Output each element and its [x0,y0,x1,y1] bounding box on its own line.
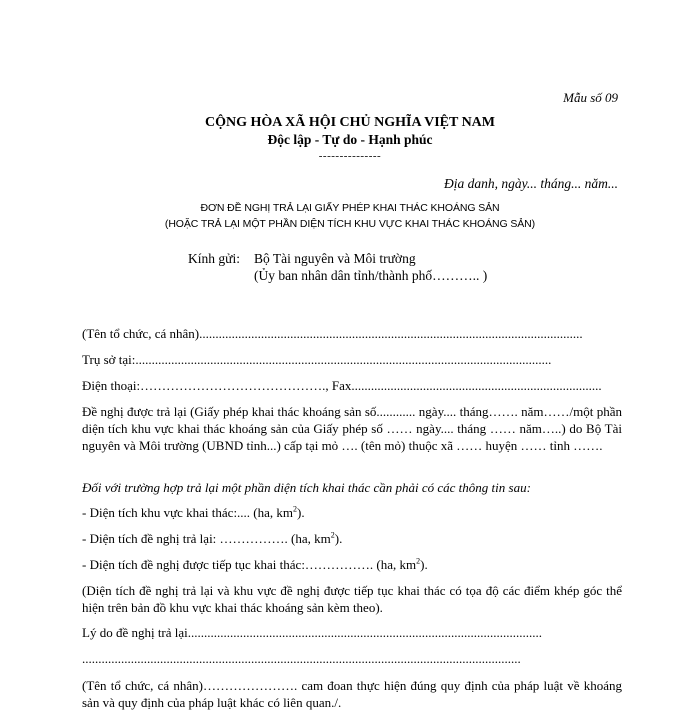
org-name-line: (Tên tổ chức, cá nhân)...................................................................................................................... [82,326,583,341]
coordinate-note: (Diện tích đề nghị trả lại và khu vực đề nghị được tiếp tục khai thác có tọa độ các điểm khép góc thể hiện trên bản đồ khu vực khai thác khoáng sản kèm theo). [82,583,622,615]
area-total-text: - Diện tích khu vực khai thác:.... (ha, km [82,505,294,520]
area-return-text: - Diện tích đề nghị trả lại: ……………. (ha, km [82,531,331,546]
recipient-provincial-committee: (Ủy ban nhân dân tỉnh/thành phố……….. ) [254,268,488,283]
national-motto: Độc lập - Tự do - Hạnh phúc [267,132,433,147]
area-total-line [82,505,305,521]
partial-return-note: Đối với trường hợp trả lại một phần diện tích khai thác cần phải có các thông tin sau: [82,480,531,495]
area-continue-text: - Diện tích đề nghị được tiếp tục khai thác:……………. (ha, km [82,557,417,572]
area-continue-suffix: ). [420,557,428,572]
area-total-superscript: 2 [293,504,298,514]
area-total-suffix: ). [297,505,305,520]
header-divider: --------------- [318,150,382,162]
reason-continuation-line: ....................................................................................................................................... [82,651,521,666]
head-office-line: Trụ sở tại:................................................................................................................................ [82,352,552,367]
area-continue-line [82,557,428,573]
recipient-ministry: Bộ Tài nguyên và Môi trường [254,251,416,266]
area-continue-superscript: 2 [416,556,421,566]
recipient-label: Kính gửi: [188,251,240,266]
commitment-paragraph: (Tên tổ chức, cá nhân)…………………. cam đoan thực hiện đúng quy định của pháp luật về khoáng sản và quy định của pháp luật khác có liên quan./. [82,678,622,710]
national-title: CỘNG HÒA XÃ HỘI CHỦ NGHĨA VIỆT NAM [204,115,495,130]
area-return-superscript: 2 [330,530,335,540]
form-number: Mẫu số 09 [563,90,618,105]
area-return-line [82,531,342,547]
phone-fax-line: Điện thoại:……………………………………., Fax............................................................................. [82,378,602,393]
place-date-line: Địa danh, ngày... tháng... năm... [444,176,618,191]
request-paragraph: Đề nghị được trả lại (Giấy phép khai thác khoáng sản số............ ngày.... tháng……. năm……/một phần diện tích khu vực khai thác khoáng sản của Giấy phép số …… ngày.... tháng …… năm…..) do Bộ Tài nguyên và Môi trường (UBND tỉnh...) cấp tại mỏ …. (tên mỏ) thuộc xã …… huyện …… tỉnh ……. [82,404,622,453]
reason-line: Lý do đề nghị trả lại............................................................................................................. [82,625,543,640]
document-title: ĐƠN ĐỀ NGHỊ TRẢ LẠI GIẤY PHÉP KHAI THÁC KHOÁNG SẢN [200,202,500,214]
area-return-suffix: ). [334,531,343,546]
document-subtitle: (HOẶC TRẢ LẠI MỘT PHẦN DIỆN TÍCH KHU VỰC KHAI THÁC KHOÁNG SẢN) [164,218,536,230]
